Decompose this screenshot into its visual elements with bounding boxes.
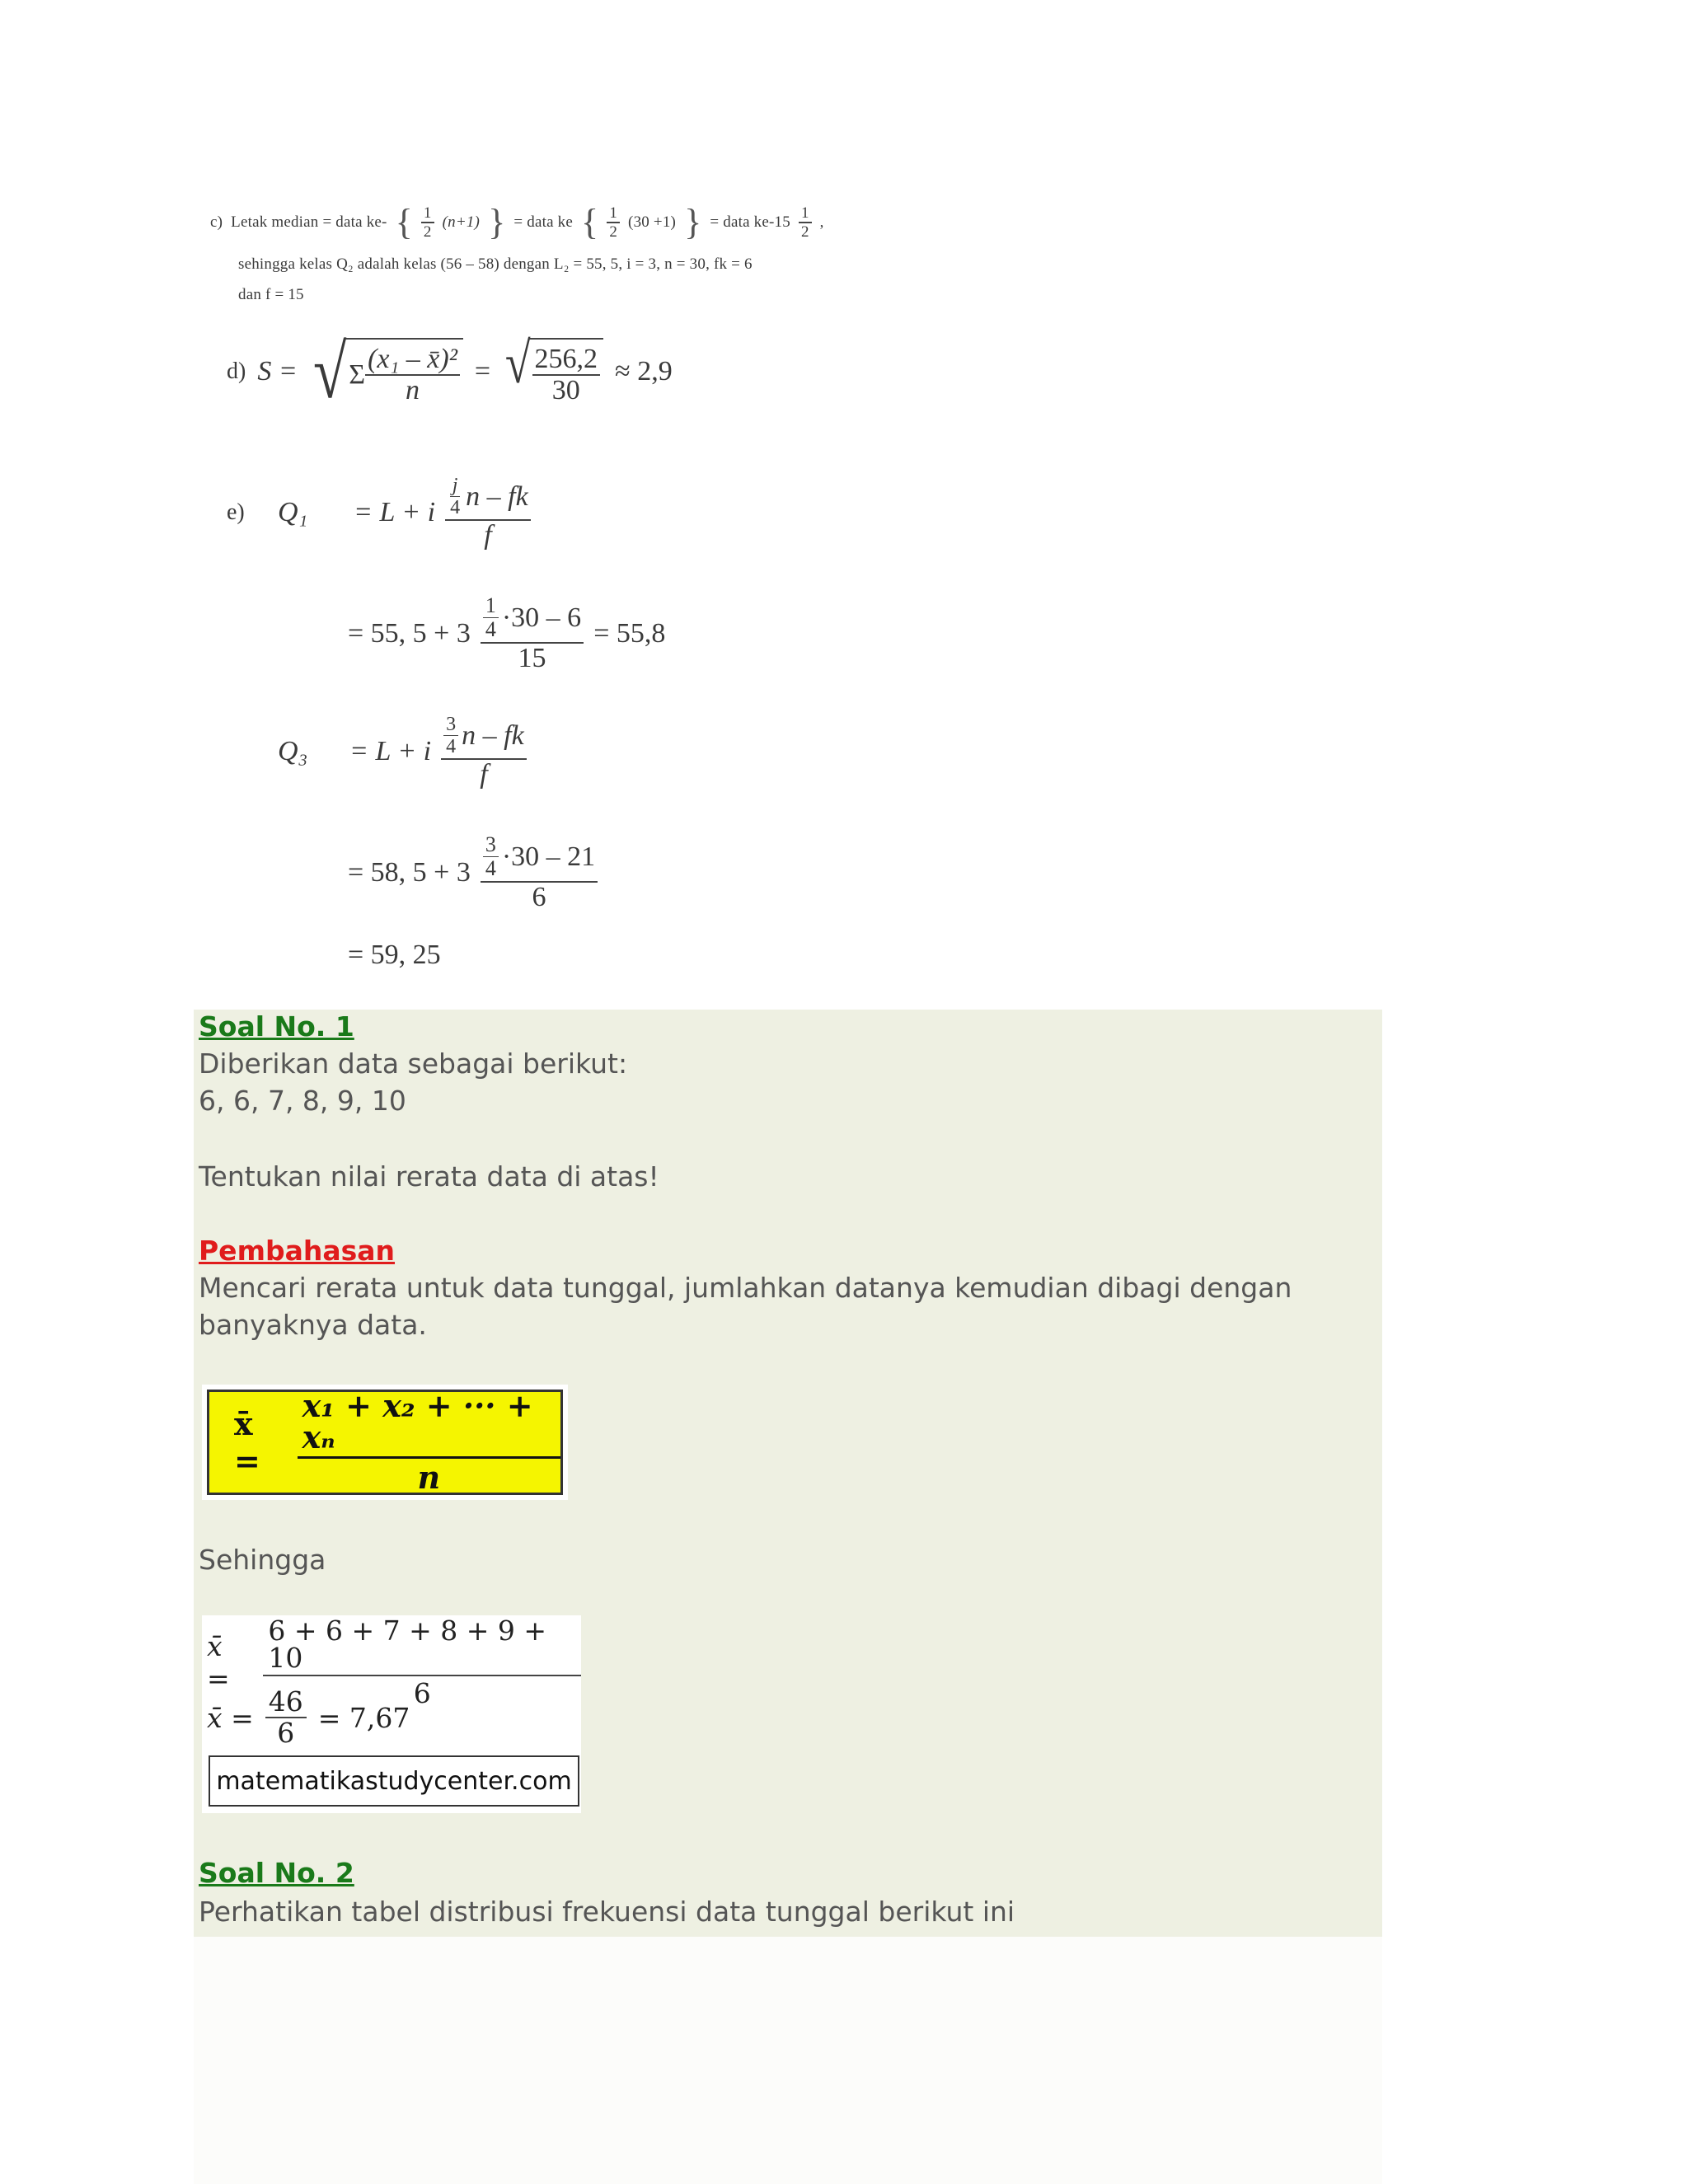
scanned-math-image: [195, 190, 871, 989]
mean-solution-image: [202, 1615, 581, 1813]
half-fraction-3: 1 2: [799, 204, 812, 241]
median-line: c) Letak median = data ke- { 1 2 (n+1) } = data ke { 1 2 (30 +1) } = data ke-15 1 2 ,: [210, 202, 824, 242]
soal-2-heading[interactable]: Soal No. 2: [199, 1857, 354, 1889]
median-f-line: dan f = 15: [238, 286, 304, 303]
pembahasan-heading[interactable]: Pembahasan: [199, 1235, 396, 1267]
solution-step-2: x̄ = $\frac{46}{6}$ = 7,67: [207, 1685, 410, 1749]
q1-formula: e) Q₁ = L + i j 4 n – fk f: [227, 474, 531, 551]
soal-1-text: Diberikan data sebagai berikut:: [199, 1047, 628, 1080]
pembahasan-text-2: banyaknya data.: [199, 1309, 427, 1341]
q1-calculation: = 55, 5 + 3 1 4 ·30 – 6 15 = 55,8: [348, 593, 666, 673]
pembahasan-text-1: Mencari rerata untuk data tunggal, jumlahkan datanya kemudian dibagi dengan: [199, 1272, 1292, 1304]
soal-1-data: 6, 6, 7, 8, 9, 10: [199, 1085, 406, 1117]
item-d-label: d): [227, 359, 246, 385]
soal-1-heading[interactable]: Soal No. 1: [199, 1010, 354, 1043]
content-panel: [194, 1010, 1382, 1937]
sehingga-text: Sehingga: [199, 1544, 326, 1576]
item-e-label: e): [227, 499, 245, 525]
watermark-label: matematikastudycenter.com: [209, 1755, 579, 1807]
item-c-label: c): [210, 213, 223, 231]
median-text-2: = data ke: [513, 213, 574, 231]
half-fraction: 1 2: [421, 204, 434, 241]
median-text-1: Letak median = data ke-: [231, 213, 387, 231]
q3-result: = 59, 25: [348, 940, 441, 970]
median-expr-1: (n+1): [442, 213, 481, 231]
page-lower-area: [194, 1937, 1382, 2184]
median-expr-2: (30 +1): [628, 213, 677, 231]
half-fraction-2: 1 2: [607, 204, 620, 241]
mean-formula-image: x̄ = $\frac{\text{x₁ + x₂ + ··· + xₙ}}{n}$: [202, 1385, 568, 1500]
median-text-3: = data ke-15: [710, 213, 790, 231]
median-class-line: sehingga kelas Q₂ adalah kelas (56 – 58) dengan L₂ = 55, 5, i = 3, n = 30, fk = 6: [238, 255, 753, 273]
q3-formula: Q₃ = L + i 3 4 n – fk f: [278, 713, 527, 790]
soal-1-question: Tentukan nilai rerata data di atas!: [199, 1160, 659, 1193]
soal-2-text: Perhatikan tabel distribusi frekuensi data tunggal berikut ini: [199, 1896, 1015, 1928]
q3-calculation: = 58, 5 + 3 3 4 ·30 – 21 6: [348, 832, 598, 912]
solution-step-1: x̄ = $\frac{6 + 6 + 7 + 8 + 9 + 10}{6}$: [207, 1617, 581, 1708]
std-dev-equation: d) S = √ Σ (x₁ – x̄)² n = √ 256,2 30 ≈ 2,9: [227, 330, 673, 414]
